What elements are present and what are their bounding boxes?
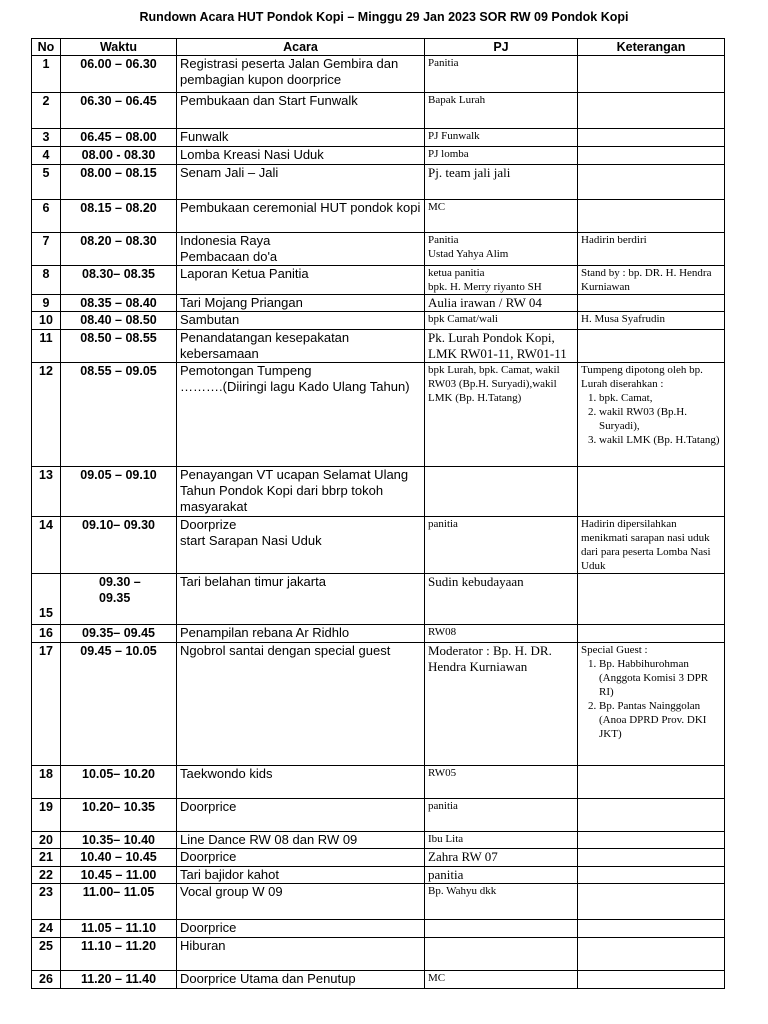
event-cell: Pembukaan dan Start Funwalk bbox=[177, 93, 425, 129]
keterangan-cell bbox=[578, 517, 725, 574]
event-cell: Doorprice bbox=[177, 849, 425, 867]
row-number: 7 bbox=[32, 233, 61, 266]
header-no: No bbox=[32, 39, 61, 56]
keterangan-cell bbox=[578, 971, 725, 989]
pj-cell: panitia bbox=[425, 799, 578, 832]
table-row bbox=[32, 165, 725, 200]
time-cell: 08.00 – 08.15 bbox=[61, 165, 177, 200]
time-cell: 08.15 – 08.20 bbox=[61, 200, 177, 233]
event-cell: Tari bajidor kahot bbox=[177, 867, 425, 884]
event-cell: Doorprice Utama dan Penutup bbox=[177, 971, 425, 989]
table-row bbox=[32, 295, 725, 312]
table-row bbox=[32, 625, 725, 643]
row-number: 25 bbox=[32, 938, 61, 971]
table-row bbox=[32, 799, 725, 832]
time-cell: 08.35 – 08.40 bbox=[61, 295, 177, 312]
time-cell: 11.20 – 11.40 bbox=[61, 971, 177, 989]
table-row bbox=[32, 330, 725, 363]
row-number: 17 bbox=[32, 643, 61, 766]
keterangan-cell bbox=[578, 363, 725, 467]
row-number: 8 bbox=[32, 266, 61, 295]
pj-cell: PJ Funwalk bbox=[425, 129, 578, 147]
pj-cell: bpk Lurah, bpk. Camat, wakil RW03 (Bp.H. Suryadi),wakil LMK (Bp. H.Tatang) bbox=[425, 363, 578, 467]
event-cell: Senam Jali – Jali bbox=[177, 165, 425, 200]
list-item: 3. wakil LMK (Bp. H.Tatang) bbox=[599, 433, 721, 447]
row-number: 16 bbox=[32, 625, 61, 643]
time-cell: 10.05– 10.20 bbox=[61, 766, 177, 799]
keterangan-cell bbox=[578, 832, 725, 849]
time-cell: 08.00 - 08.30 bbox=[61, 147, 177, 165]
pj-cell: RW05 bbox=[425, 766, 578, 799]
row-number: 5 bbox=[32, 165, 61, 200]
event-cell: Taekwondo kids bbox=[177, 766, 425, 799]
pj-cell: MC bbox=[425, 200, 578, 233]
keterangan-text: Hadirin berdiri bbox=[581, 234, 647, 246]
keterangan-cell bbox=[578, 233, 725, 266]
keterangan-cell bbox=[578, 200, 725, 233]
time-cell: 11.10 – 11.20 bbox=[61, 938, 177, 971]
time-cell: 06.45 – 08.00 bbox=[61, 129, 177, 147]
keterangan-cell bbox=[578, 643, 725, 766]
event-cell: Registrasi peserta Jalan Gembira dan pembagian kupon doorprice bbox=[177, 56, 425, 93]
pj-cell: MC bbox=[425, 971, 578, 989]
time-cell: 09.35– 09.45 bbox=[61, 625, 177, 643]
row-number: 26 bbox=[32, 971, 61, 989]
event-cell: Vocal group W 09 bbox=[177, 884, 425, 920]
event-cell: Laporan Ketua Panitia bbox=[177, 266, 425, 295]
keterangan-text: Tumpeng dipotong oleh bp. Lurah diserahkan : bbox=[581, 364, 703, 390]
row-number: 13 bbox=[32, 467, 61, 517]
list-item: 1. bpk. Camat, bbox=[599, 391, 721, 405]
pj-cell bbox=[425, 920, 578, 938]
row-number: 20 bbox=[32, 832, 61, 849]
pj-cell: PJ lomba bbox=[425, 147, 578, 165]
keterangan-cell bbox=[578, 625, 725, 643]
table-header-row bbox=[32, 39, 725, 56]
header-waktu: Waktu bbox=[61, 39, 177, 56]
pj-cell: Ibu Lita bbox=[425, 832, 578, 849]
row-number: 23 bbox=[32, 884, 61, 920]
time-cell: 06.00 – 06.30 bbox=[61, 56, 177, 93]
row-number: 3 bbox=[32, 129, 61, 147]
row-number: 9 bbox=[32, 295, 61, 312]
pj-cell: panitia bbox=[425, 867, 578, 884]
table-row bbox=[32, 517, 725, 574]
row-number: 22 bbox=[32, 867, 61, 884]
event-cell: Tari Mojang Priangan bbox=[177, 295, 425, 312]
time-cell: 10.45 – 11.00 bbox=[61, 867, 177, 884]
keterangan-cell bbox=[578, 799, 725, 832]
keterangan-cell bbox=[578, 295, 725, 312]
header-acara: Acara bbox=[177, 39, 425, 56]
pj-cell: Aulia irawan / RW 04 bbox=[425, 295, 578, 312]
pj-cell: Bp. Wahyu dkk bbox=[425, 884, 578, 920]
keterangan-cell bbox=[578, 147, 725, 165]
table-row bbox=[32, 266, 725, 295]
table-row bbox=[32, 884, 725, 920]
pj-cell: Sudin kebudayaan bbox=[425, 574, 578, 625]
event-cell: Sambutan bbox=[177, 312, 425, 330]
keterangan-cell bbox=[578, 129, 725, 147]
table-row bbox=[32, 363, 725, 467]
time-cell: 09.45 – 10.05 bbox=[61, 643, 177, 766]
pj-cell: RW08 bbox=[425, 625, 578, 643]
table-row bbox=[32, 147, 725, 165]
event-cell: Ngobrol santai dengan special guest bbox=[177, 643, 425, 766]
table-row bbox=[32, 971, 725, 989]
row-number: 4 bbox=[32, 147, 61, 165]
event-cell: Indonesia Raya Pembacaan do'a bbox=[177, 233, 425, 266]
table-row bbox=[32, 938, 725, 971]
keterangan-text: Hadirin dipersilahkan menikmati sarapan nasi uduk dari para peserta Lomba Nasi Uduk bbox=[581, 518, 711, 572]
keterangan-text: Stand by : bp. DR. H. Hendra Kurniawan bbox=[581, 267, 712, 293]
pj-cell: Zahra RW 07 bbox=[425, 849, 578, 867]
row-number: 21 bbox=[32, 849, 61, 867]
pj-cell: Moderator : Bp. H. DR. Hendra Kurniawan bbox=[425, 643, 578, 766]
table-row bbox=[32, 643, 725, 766]
pj-cell: Pj. team jali jali bbox=[425, 165, 578, 200]
row-number: 10 bbox=[32, 312, 61, 330]
keterangan-cell bbox=[578, 467, 725, 517]
time-cell: 09.05 – 09.10 bbox=[61, 467, 177, 517]
time-cell: 11.00– 11.05 bbox=[61, 884, 177, 920]
row-number: 6 bbox=[32, 200, 61, 233]
time-cell: 08.30– 08.35 bbox=[61, 266, 177, 295]
row-number: 19 bbox=[32, 799, 61, 832]
list-item: 1. Bp. Habbihurohman (Anggota Komisi 3 DPR RI) bbox=[599, 657, 721, 699]
event-cell: Lomba Kreasi Nasi Uduk bbox=[177, 147, 425, 165]
list-item: 2. Bp. Pantas Nainggolan (Anoa DPRD Prov. DKI JKT) bbox=[599, 699, 721, 741]
time-cell: 10.35– 10.40 bbox=[61, 832, 177, 849]
row-number: 2 bbox=[32, 93, 61, 129]
table-row bbox=[32, 574, 725, 625]
event-cell: Hiburan bbox=[177, 938, 425, 971]
event-cell: Doorprize start Sarapan Nasi Uduk bbox=[177, 517, 425, 574]
pj-cell bbox=[425, 938, 578, 971]
keterangan-cell bbox=[578, 920, 725, 938]
time-cell: 06.30 – 06.45 bbox=[61, 93, 177, 129]
time-cell: 10.40 – 10.45 bbox=[61, 849, 177, 867]
keterangan-cell bbox=[578, 938, 725, 971]
table-row bbox=[32, 233, 725, 266]
pj-cell bbox=[425, 467, 578, 517]
time-cell: 08.40 – 08.50 bbox=[61, 312, 177, 330]
time-cell: 08.20 – 08.30 bbox=[61, 233, 177, 266]
time-cell: 09.10– 09.30 bbox=[61, 517, 177, 574]
pj-cell: ketua panitia bpk. H. Merry riyanto SH bbox=[425, 266, 578, 295]
keterangan-text: Special Guest : bbox=[581, 644, 648, 656]
event-cell: Pembukaan ceremonial HUT pondok kopi bbox=[177, 200, 425, 233]
table-row bbox=[32, 56, 725, 93]
pj-cell: Bapak Lurah bbox=[425, 93, 578, 129]
keterangan-cell bbox=[578, 849, 725, 867]
pj-cell: bpk Camat/wali bbox=[425, 312, 578, 330]
event-cell: Penandatangan kesepakatan kebersamaan bbox=[177, 330, 425, 363]
time-cell: 08.50 – 08.55 bbox=[61, 330, 177, 363]
row-number: 1 bbox=[32, 56, 61, 93]
rundown-table bbox=[31, 38, 725, 989]
keterangan-cell bbox=[578, 165, 725, 200]
table-row bbox=[32, 129, 725, 147]
keterangan-cell bbox=[578, 312, 725, 330]
event-cell: Doorprice bbox=[177, 920, 425, 938]
keterangan-cell bbox=[578, 93, 725, 129]
row-number: 24 bbox=[32, 920, 61, 938]
document-title: Rundown Acara HUT Pondok Kopi – Minggu 29 Jan 2023 SOR RW 09 Pondok Kopi bbox=[139, 10, 629, 24]
event-cell: Tari belahan timur jakarta bbox=[177, 574, 425, 625]
keterangan-cell bbox=[578, 266, 725, 295]
table-row bbox=[32, 920, 725, 938]
table-row bbox=[32, 867, 725, 884]
keterangan-cell bbox=[578, 574, 725, 625]
table-row bbox=[32, 200, 725, 233]
table-row bbox=[32, 766, 725, 799]
event-cell: Pemotongan Tumpeng ……….(Diiringi lagu Kado Ulang Tahun) bbox=[177, 363, 425, 467]
event-cell: Penayangan VT ucapan Selamat Ulang Tahun Pondok Kopi dari bbrp tokoh masyarakat bbox=[177, 467, 425, 517]
keterangan-list bbox=[581, 391, 721, 447]
pj-cell: Panitia bbox=[425, 56, 578, 93]
table-row bbox=[32, 467, 725, 517]
time-cell: 08.55 – 09.05 bbox=[61, 363, 177, 467]
keterangan-list bbox=[581, 657, 721, 741]
table-row bbox=[32, 312, 725, 330]
keterangan-cell bbox=[578, 884, 725, 920]
row-number: 12 bbox=[32, 363, 61, 467]
event-cell: Funwalk bbox=[177, 129, 425, 147]
keterangan-cell bbox=[578, 766, 725, 799]
row-number: 11 bbox=[32, 330, 61, 363]
keterangan-text: H. Musa Syafrudin bbox=[581, 313, 666, 325]
keterangan-cell bbox=[578, 867, 725, 884]
pj-cell: panitia bbox=[425, 517, 578, 574]
time-cell: 11.05 – 11.10 bbox=[61, 920, 177, 938]
pj-cell: Pk. Lurah Pondok Kopi, LMK RW01-11, RW01-11 bbox=[425, 330, 578, 363]
table-row bbox=[32, 93, 725, 129]
row-number: 18 bbox=[32, 766, 61, 799]
row-number: 14 bbox=[32, 517, 61, 574]
pj-cell: Panitia Ustad Yahya Alim bbox=[425, 233, 578, 266]
header-pj: PJ bbox=[425, 39, 578, 56]
event-cell: Doorprice bbox=[177, 799, 425, 832]
event-cell: Line Dance RW 08 dan RW 09 bbox=[177, 832, 425, 849]
time-cell: 10.20– 10.35 bbox=[61, 799, 177, 832]
row-number: 15 bbox=[32, 574, 61, 625]
list-item: 2. wakil RW03 (Bp.H. Suryadi), bbox=[599, 405, 721, 433]
time-cell: 09.30 – 09.35 bbox=[61, 574, 177, 625]
table-row bbox=[32, 832, 725, 849]
event-cell: Penampilan rebana Ar Ridhlo bbox=[177, 625, 425, 643]
keterangan-cell bbox=[578, 56, 725, 93]
header-keterangan: Keterangan bbox=[578, 39, 725, 56]
table-row bbox=[32, 849, 725, 867]
keterangan-cell bbox=[578, 330, 725, 363]
